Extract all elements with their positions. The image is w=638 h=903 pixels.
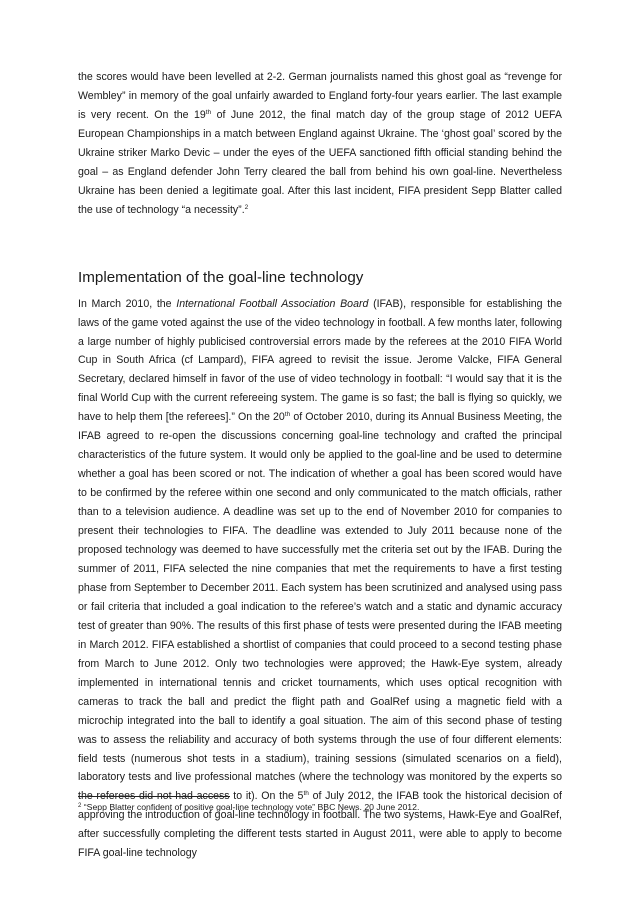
paragraph-ghost-goals (78, 68, 562, 220)
text-span: In March 2010, the (78, 297, 177, 310)
text-span: of June 2012, the final match day of the group stage of 2012 UEFA European Championships in a match between England against Ukraine. The ‘ghost goal’ scored by the Ukraine striker Marko Devic – under the eyes of the UEFA sanctioned fifth official standing behind the goal – as England defender John Terry cleared the ball from behind his own goal-line. Nevertheless Ukraine has been denied a legitimate goal. After this last incident, FIFA president Sepp Blatter called the use of technology “a necessity”. (78, 108, 562, 216)
footnote-separator (78, 796, 230, 797)
superscript: th (303, 790, 309, 798)
text-span: the scores would have been levelled at 2-2. German journalists named this ghost goal as “revenge for Wembley” in memory of the goal unfairly awarded to England forty-four years earlier. The last example is very recent. On the 19 (78, 71, 562, 121)
superscript: th (284, 411, 291, 419)
footnote (78, 801, 562, 813)
footnote-number: 2 (78, 803, 82, 809)
text-span: (IFAB), responsible for establishing the laws of the game voted against the use of the video technology in football. A few months later, following a large number of highly publicised controversial errors made by the referees at the 2010 FIFA World Cup in South Africa (cf Lampard), FIFA agreed to revisit the issue. Jerome Valcke, FIFA General Secretary, declared himself in favor of the use of video technology in football: “I would say that it is the final World Cup with the current refereeing system. The game is so fast; the ball is flying so quickly, we have to help them [the referees].” On the 20 (78, 297, 562, 424)
emphasis-ifab: International Football Association Board (176, 297, 369, 310)
text-span: of October 2010, during its Annual Business Meeting, the IFAB agreed to re-open the discussions concerning goal-line technology and crafted the principal characteristics of the future system. It would only be applied to the goal-line and be used to determine whether a goal has been scored or not. The indication of whether a goal has been scored would have to be confirmed by the referee within one second and only communicated to the match officials, rather than to a television audience. A deadline was set up to the end of November 2010 for companies to present their technologies to FIFA. The deadline was extended to July 2011 because none of the proposed technology was deemed to have successfully met the criteria set out by the IFAB. During the summer of 2011, FIFA selected the nine companies that met the requirements to have a first testing phase from September to December 2011. Each system has been scrutinized and analysed using pass or fail criteria that included a goal indication to the referee’s watch and a static and dynamic accuracy test of greater than 90%. The results of this first phase of tests were presented during the IFAB meeting in March 2012. FIFA established a shortlist of companies that could proceed to a second testing phase from March to June 2012. Only two technologies were approved; the Hawk-Eye system, already implemented in international tennis and cricket tournaments, which uses optical recognition with cameras to track the ball and predict the flight path and GoalRef using a magnetic field with a microchip integrated into the ball to identify a goal situation. The aim of this second phase of testing was to assess the reliability and accuracy of both systems through the use of four different elements: field tests (numerous shot tests in a stadium), training sessions (simulated scenarios on a field), laboratory tests and live professional matches (where the technology was monitored by the experts so the referees did not had access to it). On the 5 (78, 411, 562, 803)
footnote-reference[interactable]: 2 (244, 203, 249, 211)
footnote-text: “Sepp Blatter confident of positive goal-line technology vote” BBC News. 20 June 2012. (81, 802, 420, 812)
section-heading: Implementation of the goal-line technology (78, 268, 364, 286)
paragraph-implementation (78, 295, 562, 864)
page-body (78, 68, 562, 863)
text-span: of July 2012, the IFAB took the historical decision of approving the introduction of goal-line technology in football. The two systems, Hawk-Eye and GoalRef, after successfully completing the different tests started in August 2011, were able to apply to become FIFA goal-line technology (78, 790, 562, 860)
superscript: th (205, 108, 212, 116)
